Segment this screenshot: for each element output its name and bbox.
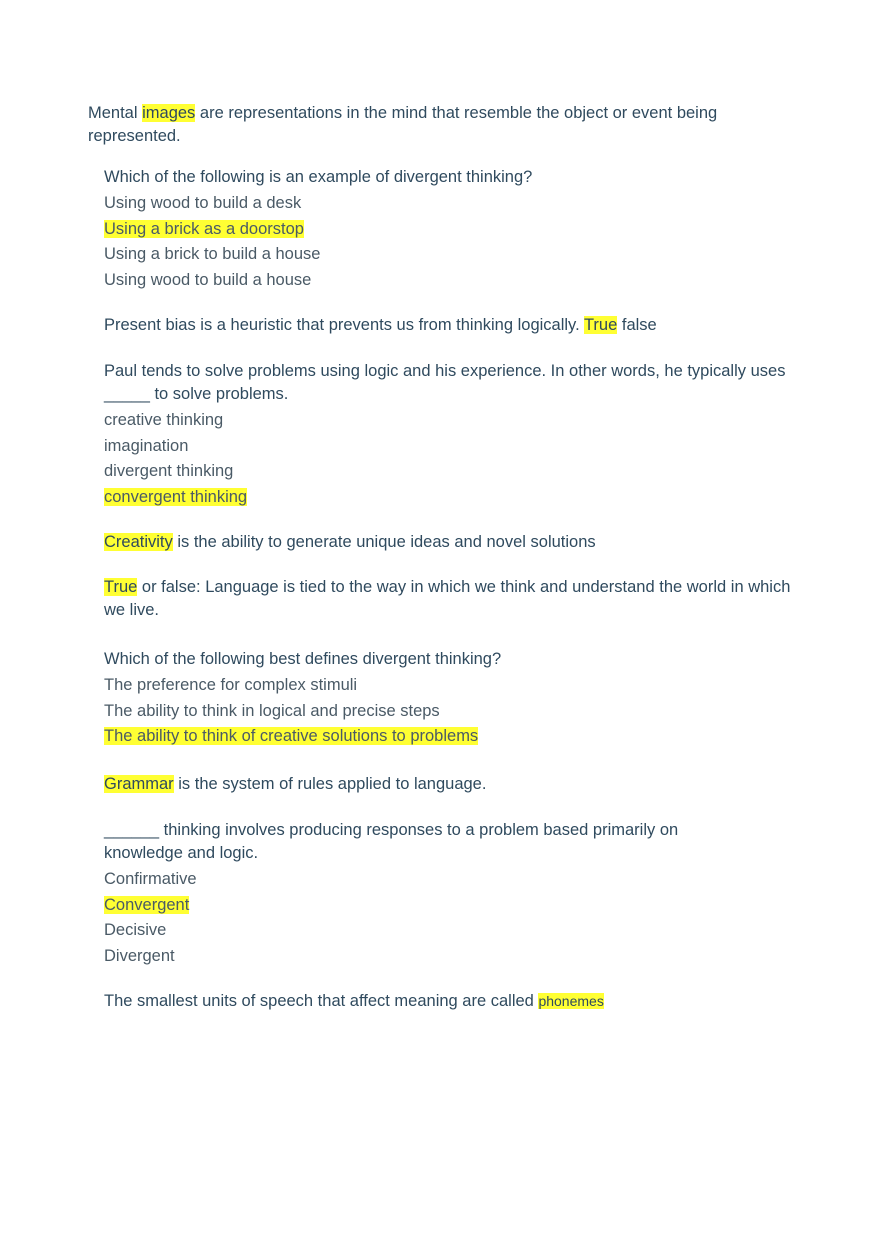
statement-phonemes <box>104 990 794 1013</box>
question-block-convergent <box>104 819 744 969</box>
option-item: Decisive <box>104 921 167 939</box>
option-item: divergent thinking <box>104 462 234 480</box>
answer-highlight: True <box>104 578 138 596</box>
statement-after: are representations in the mind that resemble the object or event being represented. <box>88 104 718 145</box>
answer-highlight: Grammar <box>104 775 174 793</box>
option-item: Divergent <box>104 946 175 965</box>
question-block-paul <box>104 360 794 510</box>
option-item-selected: Using a brick as a doorstop <box>104 219 304 238</box>
statement-before: Present bias is a heuristic that prevents us from thinking logically. <box>104 316 584 334</box>
statement-grammar <box>104 773 794 796</box>
answer-highlight: images <box>142 104 196 122</box>
option-item: The preference for complex stimuli <box>104 676 358 694</box>
statement-mental-images <box>88 102 768 148</box>
statement-after: false <box>617 316 657 334</box>
statement-after: is the system of rules applied to language. <box>173 775 487 793</box>
option-item-selected: The ability to think of creative solutions to problems <box>104 727 479 745</box>
question-block-divergent-definition <box>104 648 794 750</box>
answer-highlight: phonemes <box>538 993 604 1009</box>
statement-after: is the ability to generate unique ideas and novel solutions <box>172 533 596 551</box>
option-item: Using a brick to build a house <box>104 245 321 263</box>
question-text: Which of the following best defines divergent thinking? <box>104 650 502 668</box>
statement-before: The smallest units of speech that affect meaning are called <box>104 992 539 1010</box>
statement-present-bias <box>104 314 794 337</box>
question-text: Which of the following is an example of divergent thinking? <box>104 168 533 186</box>
question-text: Paul tends to solve problems using logic and his experience. In other words, he typically uses _____ to solve problems. <box>104 362 786 403</box>
statement-before: Mental <box>88 104 143 122</box>
question-text: ______ thinking involves producing responses to a problem based primarily on knowledge and logic. <box>104 821 679 862</box>
option-item: The ability to think in logical and precise steps <box>104 701 440 720</box>
option-item-selected: convergent thinking <box>104 487 248 506</box>
option-item: Using wood to build a house <box>104 270 312 289</box>
statement-after: or false: Language is tied to the way in which we think and understand the world in which we live. <box>104 578 791 619</box>
answer-highlight: Creativity <box>104 533 173 551</box>
question-block-divergent-example <box>104 166 784 293</box>
statement-language <box>104 576 794 622</box>
option-item: Confirmative <box>104 870 197 888</box>
option-item: imagination <box>104 436 189 455</box>
answer-highlight: True <box>583 316 618 334</box>
option-item-selected: Convergent <box>104 895 190 914</box>
statement-creativity <box>104 531 794 554</box>
option-item: creative thinking <box>104 411 224 429</box>
option-item: Using wood to build a desk <box>104 194 302 212</box>
